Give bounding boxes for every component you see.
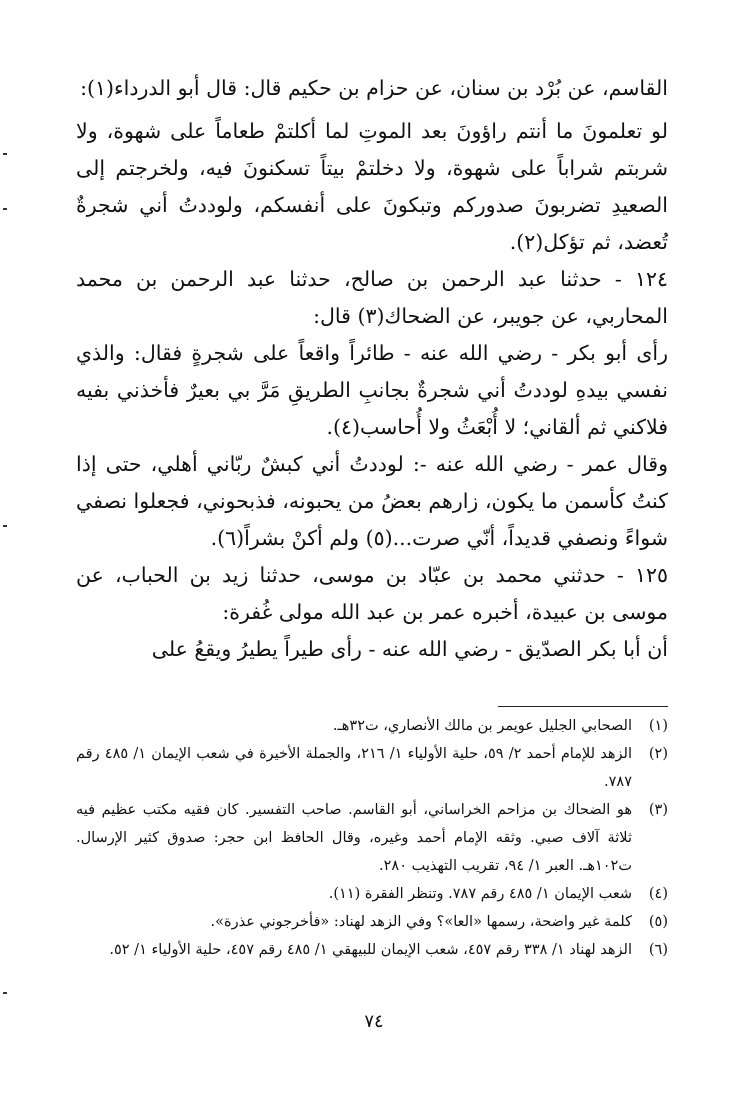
main-text [76, 70, 668, 668]
footnote [76, 796, 668, 880]
paragraph-3: ١٢٤ - حدثنا عبد الرحمن بن صالح، حدثنا عبد الرحمن بن محمد المحاربي، عن جويبر، عن الضحاك(٣) قال: [76, 267, 668, 328]
paragraph-5: وقال عمر - رضي الله عنه -: لوددتُ أني كبشٌ ربّاني أهلي، حتى إذا كنتُ كأسمن ما يكون، زارهم بعضُ من يحبونه، فذبحوني، فجعلوا نصفي شواءً ونصفي قديداً، أنّي صرت...(٥) ولم أكنْ بشراً(٦). [76, 452, 668, 550]
footnote-number: (٢) [648, 746, 668, 762]
footnotes [76, 712, 668, 964]
footnote-text: كلمة غير واضحة، رسمها «العا»؟ وفي الزهد لهناد: «فأخرجوني عذرة». [210, 914, 632, 930]
scan-mark [3, 208, 7, 210]
footnote-text: الزهد لهناد ١/ ٣٣٨ رقم ٤٥٧، شعب الإيمان للبيهقي ١/ ٤٨٥ رقم ٤٥٧، حلية الأولياء ١/ ٥٢. [109, 942, 632, 958]
footnote [76, 936, 668, 964]
footnote [76, 712, 668, 740]
scan-mark [3, 525, 7, 527]
footnote-number: (٦) [648, 942, 668, 958]
footnote-text: الصحابي الجليل عويمر بن مالك الأنصاري، ت٣٢هـ. [332, 718, 632, 734]
footnote-number: (٥) [648, 914, 668, 930]
footnote [76, 740, 668, 796]
paragraph-2: لو تعلمونَ ما أنتم راؤونَ بعد الموتِ لما أكلتمْ طعاماً على شهوة، ولا شربتم شراباً على شهوة، ولا دخلتمْ بيتاً تسكنونَ فيه، ولخرجتم إلى الصعيدِ تضربونَ صدوركم وتبكونَ على أنفسكم، ولوددتُ أني شجرةٌ تُعضد، ثم تؤكل(٢). [76, 119, 668, 254]
paragraph-1: القاسم، عن بُرْد بن سنان، عن حزام بن حكيم قال: قال أبو الدرداء(١): [80, 76, 668, 100]
footnote-divider [498, 706, 668, 707]
scan-mark [3, 992, 7, 994]
footnote-text: هو الضحاك بن مزاحم الخراساني، أبو القاسم. صاحب التفسير. كان فقيه مكتب عظيم فيه ثلاثة آلاف صبي. وثقه الإمام أحمد وغيره، وقال الحافظ ابن حجر: صدوق كثير الإرسال. ت١٠٢هـ. العبر ١/ ٩٤، تقريب التهذيب ٢٨٠. [76, 802, 632, 874]
paragraph-4: رأى أبو بكر - رضي الله عنه - طائراً واقعاً على شجرةٍ فقال: والذي نفسي بيدهِ لوددتُ أني شجرةٌ بجانبِ الطريقِ مَرَّ بي بعيرٌ فأخذني بفيه فلاكني ثم ألقاني؛ لا أُبْعَثُ ولا أُحاسب(٤). [76, 341, 668, 439]
footnote-text: الزهد للإمام أحمد ٢/ ٥٩، حلية الأولياء ١/ ٢١٦، والجملة الأخيرة في شعب الإيمان ١/ ٤٨٥ رقم ٧٨٧. [76, 746, 632, 790]
page-number: ٧٤ [364, 1011, 384, 1032]
footnote-number: (٤) [648, 886, 668, 902]
footnote [76, 908, 668, 936]
footnote-number: (١) [648, 718, 668, 734]
footnote [76, 880, 668, 908]
paragraph-6: ١٢٥ - حدثني محمد بن عبّاد بن موسى، حدثنا زيد بن الحباب، عن موسى بن عبيدة، أخبره عمر بن عبد الله مولى غُفرة: [76, 563, 668, 624]
scan-mark [3, 153, 7, 155]
footnote-text: شعب الإيمان ١/ ٤٨٥ رقم ٧٨٧. وتنظر الفقرة (١١). [328, 886, 632, 902]
footnote-number: (٣) [648, 802, 668, 818]
paragraph-7: أن أبا بكر الصدّيق - رضي الله عنه - رأى طيراً يطيرُ ويقعُ على [151, 637, 668, 661]
